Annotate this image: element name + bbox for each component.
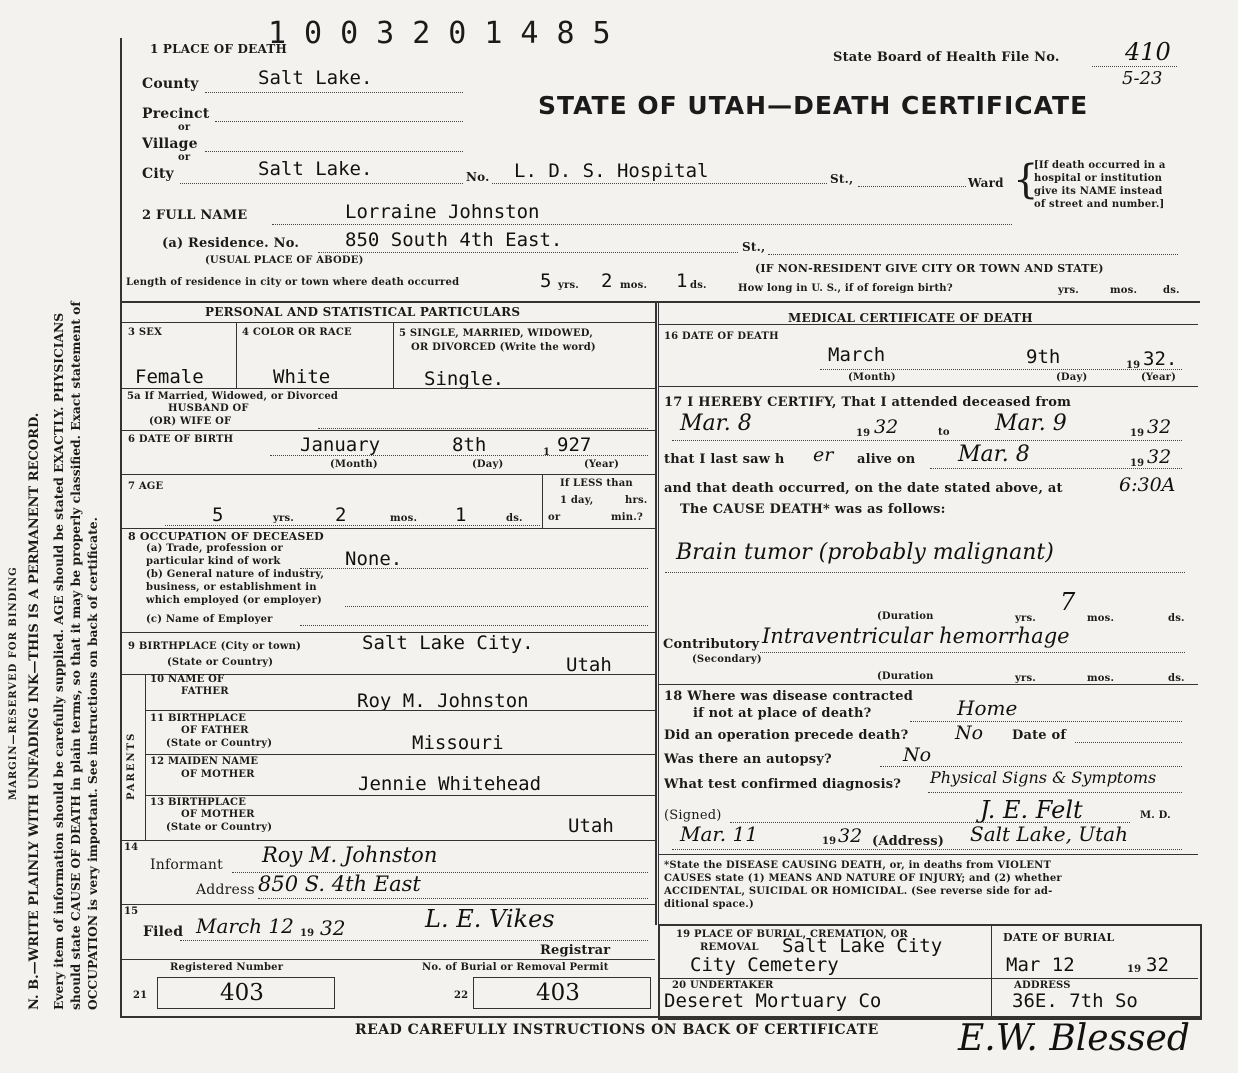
death-month: March	[828, 344, 886, 366]
death-year-prefix: 19	[1126, 360, 1141, 371]
medical-heading: MEDICAL CERTIFICATE OF DEATH	[788, 311, 1033, 325]
dob-month: January	[300, 434, 381, 456]
file-no-value: 410	[1125, 38, 1171, 66]
single-label-2: OR DIVORCED (Write the word)	[411, 342, 596, 353]
mother-birth-label-2: OF MOTHER	[181, 809, 255, 820]
note-line-1: *State the DISEASE CAUSING DEATH, or, in deaths from VIOLENT	[664, 860, 1052, 871]
burial-permit-value: 403	[536, 980, 580, 1006]
attend-from: Mar. 8	[680, 411, 752, 436]
burial-date-value: Mar 12	[1006, 954, 1075, 976]
secondary-label: (Secondary)	[692, 654, 762, 665]
usual-place-label: (USUAL PLACE OF ABODE)	[205, 255, 364, 266]
how-long-mos: mos.	[1110, 285, 1138, 296]
village-label: Village	[142, 136, 198, 152]
death-day: 9th	[1026, 346, 1061, 368]
to-label: to	[938, 427, 950, 438]
color-value: White	[273, 366, 331, 388]
age-mos-label: mos.	[390, 513, 418, 524]
margin-note: MARGIN—RESERVED FOR BINDING	[8, 566, 19, 800]
single-value: Single.	[424, 368, 505, 390]
duration-yrs-2: yrs.	[1015, 673, 1036, 684]
length-ds-label: ds.	[690, 280, 707, 291]
attend-to-year: 32	[1147, 416, 1172, 438]
or-1: or	[178, 122, 191, 133]
burial-date-year: 32	[1146, 954, 1169, 976]
single-label-1: 5 SINGLE, MARRIED, WIDOWED,	[399, 328, 594, 339]
contributory-label: Contributory	[663, 637, 760, 652]
signed-value: J. E. Felt	[980, 796, 1083, 824]
registrar-label: Registrar	[540, 943, 611, 958]
no-label: No.	[466, 170, 490, 184]
dob-month-label: (Month)	[330, 459, 378, 470]
how-long-label: How long in U. S., if of foreign birth?	[738, 283, 953, 294]
no-value: L. D. S. Hospital	[514, 160, 709, 182]
side-note-line-2: Every item of information should be carefully supplied. AGE should be stated EXACTLY. PHYSICIANS	[51, 312, 66, 1010]
signed-year: 32	[838, 825, 863, 847]
medical-address-value: Salt Lake, Utah	[970, 822, 1128, 846]
last-saw-label: that I last saw h	[664, 452, 785, 467]
note-line-3: ACCIDENTAL, SUICIDAL OR HOMICIDAL. (See reverse side for ad-	[664, 886, 1053, 897]
mother-label-1: 12 MAIDEN NAME	[150, 756, 259, 767]
md-label: M. D.	[1140, 810, 1171, 821]
county-value: Salt Lake.	[258, 67, 373, 89]
burial-date-label: DATE OF BURIAL	[1003, 931, 1115, 944]
informant-label: Informant	[150, 857, 223, 873]
burial-place-label-2: REMOVAL	[700, 942, 759, 953]
last-saw-year: 32	[1147, 446, 1172, 468]
married-label-2: HUSBAND OF	[168, 403, 249, 414]
informant-address-value: 850 S. 4th East	[258, 872, 421, 896]
side-note-line-3: should state CAUSE OF DEATH in plain terms, so that it may be properly classified. Exact statement of	[68, 301, 83, 1010]
attend-to-year-prefix: 19	[1130, 428, 1145, 439]
father-birth-label-2: OF FATHER	[181, 725, 249, 736]
occupation-a1: (a) Trade, profession or	[146, 543, 284, 554]
occupation-label: 8 OCCUPATION OF DECEASED	[128, 530, 324, 543]
note-line-2: CAUSES state (1) MEANS AND NATURE OF INJURY; and (2) whether	[664, 873, 1062, 884]
cause-label: The CAUSE DEATH* was as follows:	[680, 502, 946, 517]
mother-label-2: OF MOTHER	[181, 769, 255, 780]
how-long-ds: ds.	[1163, 285, 1180, 296]
less-than-5: min.?	[611, 512, 643, 523]
registered-number-label: Registered Number	[170, 962, 284, 973]
date-of-death-label: 16 DATE OF DEATH	[664, 331, 779, 342]
side-note-line-4: OCCUPATION is very important. See instructions on back of certificate.	[85, 517, 100, 1010]
precinct-label: Precinct	[142, 106, 210, 122]
ward-note-2: hospital or institution	[1034, 173, 1163, 184]
filed-label: Filed	[143, 924, 184, 940]
death-year: 32.	[1143, 348, 1178, 370]
duration-mos-value: 7	[1060, 588, 1076, 616]
last-saw-her: er	[813, 444, 834, 466]
full-name-label: 2 FULL NAME	[142, 208, 248, 223]
birthplace-city: Salt Lake City.	[362, 632, 534, 654]
duration-label-1: (Duration	[877, 611, 934, 622]
burial-place-label-1: 19 PLACE OF BURIAL, CREMATION, OR	[676, 929, 909, 940]
age-ds-label: ds.	[506, 513, 523, 524]
q18-line-1: 18 Where was disease contracted	[664, 689, 913, 704]
duration-mos-1: mos.	[1087, 613, 1115, 624]
num-15: 15	[124, 906, 139, 917]
less-than-3: hrs.	[625, 495, 648, 506]
occurred-label: and that death occurred, on the date stated above, at	[664, 481, 1063, 496]
ward-note-1: [If death occurred in a	[1034, 160, 1166, 171]
burial-permit-num: 22	[454, 990, 469, 1001]
occurred-time: 6:30A	[1119, 474, 1176, 496]
occupation-c: (c) Name of Employer	[146, 614, 273, 625]
burial-address-label: ADDRESS	[1014, 980, 1071, 991]
date-of-label: Date of	[1012, 728, 1067, 743]
how-long-yrs: yrs.	[1058, 285, 1079, 296]
dob-label: 6 DATE OF BIRTH	[128, 434, 234, 445]
undertaker-value: Deseret Mortuary Co	[664, 990, 882, 1012]
side-note-line-1: N. B.—WRITE PLAINLY WITH UNFADING INK—THIS IS A PERMANENT RECORD.	[27, 412, 42, 1010]
ward-note-3: give its NAME instead	[1034, 186, 1163, 197]
registrar-signature: L. E. Vikes	[425, 905, 555, 933]
duration-yrs-1: yrs.	[1015, 613, 1036, 624]
signed-label: (Signed)	[664, 808, 722, 823]
personal-heading: PERSONAL AND STATISTICAL PARTICULARS	[205, 305, 521, 319]
q18-value: Home	[957, 696, 1018, 720]
footer-signature: E.W. Blessed	[958, 1018, 1190, 1059]
duration-ds-2: ds.	[1168, 673, 1185, 684]
length-residence-label: Length of residence in city or town where death occurred	[126, 277, 460, 288]
informant-value: Roy M. Johnston	[262, 843, 438, 867]
dob-day-label: (Day)	[472, 459, 504, 470]
form-left-border	[120, 38, 122, 1016]
married-label-1: 5a If Married, Widowed, or Divorced	[127, 391, 339, 402]
duration-ds-1: ds.	[1168, 613, 1185, 624]
signed-year-prefix: 19	[822, 836, 837, 847]
duration-mos-2: mos.	[1087, 673, 1115, 684]
birthplace-state: Utah	[566, 654, 612, 676]
attend-from-year: 32	[874, 416, 899, 438]
st-label: St.,	[830, 172, 854, 186]
father-birth-label-1: 11 BIRTHPLACE	[150, 713, 247, 724]
full-name-value: Lorraine Johnston	[345, 201, 540, 223]
burial-permit-label: No. of Burial or Removal Permit	[422, 962, 609, 973]
certificate-title: STATE OF UTAH—DEATH CERTIFICATE	[538, 91, 1089, 120]
occupation-b3: which employed (or employer)	[146, 595, 322, 606]
informant-address-label: Address	[196, 882, 255, 898]
mother-birth-label-1: 13 BIRTHPLACE	[150, 797, 247, 808]
length-mos-value: 2	[601, 270, 613, 292]
length-ds-value: 1	[676, 270, 688, 292]
occupation-a2: particular kind of work	[146, 556, 281, 567]
dob-year-label: (Year)	[584, 459, 620, 470]
filed-value: March 12	[196, 914, 294, 938]
dob-year: 927	[557, 434, 592, 456]
occupation-b1: (b) General nature of industry,	[146, 569, 325, 580]
dob-day: 8th	[452, 434, 487, 456]
autopsy-label: Was there an autopsy?	[664, 752, 832, 767]
ward-note-4: of street and number.]	[1034, 199, 1165, 210]
sex-value: Female	[135, 366, 204, 388]
parents-label: PARENTS	[126, 731, 137, 800]
signed-date: Mar. 11	[680, 822, 758, 846]
file-no-sub: 5-23	[1122, 68, 1163, 89]
death-day-label: (Day)	[1056, 372, 1088, 383]
age-yrs-value: 5	[212, 504, 224, 526]
test-label: What test confirmed diagnosis?	[664, 777, 902, 792]
filed-year: 32	[320, 916, 346, 940]
less-than-2: 1 day,	[560, 495, 594, 506]
contributory-value: Intraventricular hemorrhage	[762, 624, 1070, 648]
age-mos-value: 2	[335, 504, 347, 526]
residence-st: St.,	[742, 240, 766, 254]
test-value: Physical Signs & Symptoms	[930, 768, 1157, 787]
burial-place-value-2: City Cemetery	[690, 954, 839, 976]
instructions-footer: READ CAREFULLY INSTRUCTIONS ON BACK OF CERTIFICATE	[355, 1022, 879, 1038]
mother-birth-label-3: (State or Country)	[166, 822, 273, 833]
attend-from-year-prefix: 19	[856, 428, 871, 439]
last-saw-date: Mar. 8	[958, 442, 1030, 467]
age-ds-value: 1	[455, 504, 467, 526]
county-label: County	[142, 76, 199, 92]
place-of-death-label: 1 PLACE OF DEATH	[150, 42, 287, 56]
death-month-label: (Month)	[848, 372, 896, 383]
operation-label: Did an operation precede death?	[664, 728, 909, 743]
num-14: 14	[124, 842, 139, 853]
ward-brace: {	[1013, 157, 1039, 203]
residence-label: (a) Residence. No.	[162, 236, 300, 251]
length-yrs-value: 5	[540, 270, 552, 292]
cause-value: Brain tumor (probably malignant)	[676, 540, 1054, 565]
or-2: or	[178, 152, 191, 163]
ward-label: Ward	[968, 176, 1004, 190]
burial-date-year-prefix: 19	[1127, 964, 1142, 975]
sex-label: 3 SEX	[128, 327, 163, 338]
age-label: 7 AGE	[128, 481, 164, 492]
last-saw-alive-on: alive on	[857, 452, 916, 467]
nonresident-label: (IF NON-RESIDENT GIVE CITY OR TOWN AND STATE)	[755, 262, 1104, 275]
certificate-number: 1003201485	[268, 16, 629, 51]
occupation-value: None.	[345, 548, 403, 570]
dob-year-prefix: 1	[543, 447, 551, 458]
father-label-2: FATHER	[181, 686, 229, 697]
city-label: City	[142, 166, 174, 182]
father-birth-value: Missouri	[412, 732, 504, 754]
operation-value: No	[955, 722, 984, 744]
less-than-4: or	[548, 512, 561, 523]
color-label: 4 COLOR OR RACE	[242, 327, 352, 338]
residence-value: 850 South 4th East.	[345, 229, 563, 251]
city-value: Salt Lake.	[258, 158, 373, 180]
burial-place-value-1: Salt Lake City	[782, 935, 943, 957]
medical-address-label: (Address)	[872, 834, 945, 849]
burial-address-value: 36E. 7th So	[1012, 990, 1138, 1012]
length-mos-label: mos.	[620, 280, 648, 291]
last-saw-year-prefix: 19	[1130, 458, 1145, 469]
registered-number-value: 403	[220, 980, 264, 1006]
file-no-label: State Board of Health File No.	[833, 50, 1060, 65]
length-yrs-label: yrs.	[558, 280, 579, 291]
undertaker-label: 20 UNDERTAKER	[672, 980, 774, 991]
age-yrs-label: yrs.	[273, 513, 294, 524]
attend-to: Mar. 9	[995, 411, 1067, 436]
mother-birth-value: Utah	[568, 815, 614, 837]
registered-number-num: 21	[133, 990, 148, 1001]
less-than-1: If LESS than	[560, 478, 633, 489]
occupation-b2: business, or establishment in	[146, 582, 317, 593]
certify-line: 17 I HEREBY CERTIFY, That I attended deceased from	[664, 395, 1072, 410]
duration-label-2: (Duration	[877, 671, 934, 682]
q18-line-2: if not at place of death?	[693, 706, 872, 721]
note-line-4: ditional space.)	[664, 899, 754, 910]
birthplace-label: 9 BIRTHPLACE (City or town)	[128, 641, 302, 652]
father-birth-label-3: (State or Country)	[166, 738, 273, 749]
autopsy-value: No	[903, 744, 932, 766]
filed-year-prefix: 19	[300, 928, 315, 939]
death-year-label: (Year)	[1141, 372, 1177, 383]
mother-value: Jennie Whitehead	[358, 773, 542, 795]
birthplace-state-label: (State or Country)	[167, 657, 274, 668]
father-label-1: 10 NAME OF	[150, 674, 225, 685]
father-value: Roy M. Johnston	[357, 690, 529, 712]
married-label-3: (OR) WIFE OF	[149, 416, 232, 427]
